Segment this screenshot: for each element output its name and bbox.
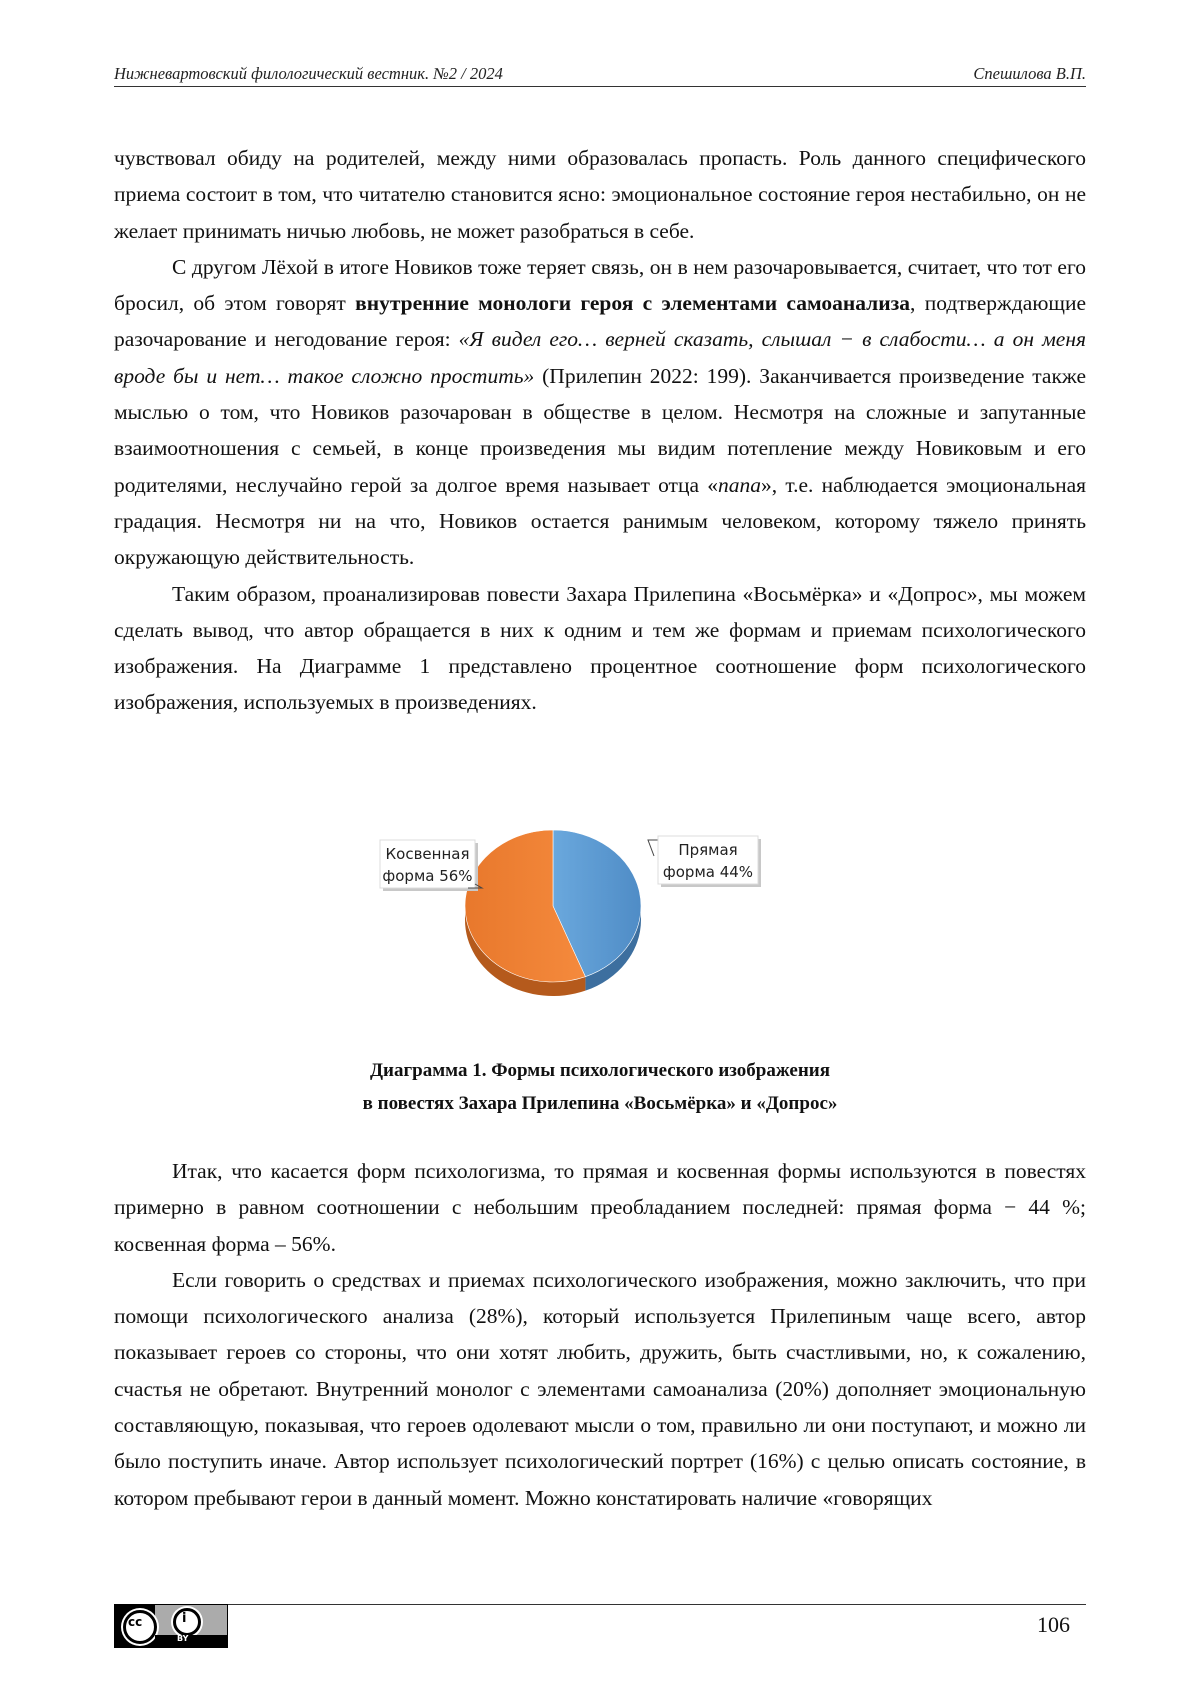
running-header bbox=[114, 58, 1086, 87]
italic-run: папа bbox=[717, 472, 761, 497]
caption-line: Диаграмма 1. Формы психологического изображения bbox=[369, 1060, 831, 1081]
text-run: (Прилепин 2022: 199). Заканчивается произведение также мыслью о том, что Новиков разочарован в обществе в целом. Несмотря на сложные и запутанные взаимоотношения с семьей, в конце произведения мы видим потепление между Новиковым и его родителями, неслучайно герой за долгое время называет отца « bbox=[114, 363, 1087, 497]
bold-run: внутренние монологи героя с элементами самоанализа bbox=[355, 291, 911, 316]
attribution-icon bbox=[173, 1608, 201, 1636]
by-text: BY bbox=[177, 1634, 189, 1643]
page-number: 106 bbox=[1037, 1612, 1070, 1637]
footer-rule bbox=[226, 1604, 1086, 1605]
pie-chart bbox=[370, 826, 830, 1026]
by-bar bbox=[155, 1635, 225, 1645]
text-run: С другом Лёхой в итоге Новиков тоже теряет связь, он в нем разочаровывается, считает, что тот его бросил, об этом говорят bbox=[114, 254, 1086, 316]
paragraph: чувствовал обиду на родителей, между ними образовалась пропасть. Роль данного специфического приема состоит в том, что читателю становится ясно: эмоциональное состояние героя нестабильно, он не желает принимать ничью любовь, не может разобраться в себе. bbox=[114, 146, 1086, 243]
body-text-bottom bbox=[114, 1153, 1086, 1516]
pie-label-direct bbox=[658, 836, 761, 887]
pie-label-text: форма 44% bbox=[662, 863, 754, 881]
author-name: Спешилова В.П. bbox=[973, 64, 1086, 83]
text-run: », т.е. наблюдается эмоциональная градация. Несмотря ни на что, Новиков остается ранимым человеком, которому тяжело принять окружающую действительность. bbox=[114, 472, 1087, 570]
pie-label-text: Прямая bbox=[678, 841, 738, 859]
text-run: , подтверждающие разочарование и негодование героя: bbox=[114, 291, 1086, 352]
pie-label-text: Косвенная bbox=[385, 845, 470, 863]
paragraph: Таким образом, проанализировав повести Захара Прилепина «Восьмёрка» и «Допрос», мы можем сделать вывод, что автор обращается в них к одним и тем же формам и приемам психологического изображения. На Диаграмме 1 представлено процентное соотношение форм психологического изображения, используемых в произведениях. bbox=[114, 581, 1086, 715]
pie-chart-svg bbox=[370, 826, 830, 1026]
journal-title: Нижневартовский филологический вестник. №2 / 2024 bbox=[114, 64, 503, 83]
paragraph: Если говорить о средствах и приемах психологического изображения, можно заключить, что при помощи психологического анализа (28%), который используется Прилепиным чаще всего, автор показывает героев со стороны, что они хотят любить, дружить, быть счастливыми, но, к сожалению, счастья не обретают. Внутренний монолог с элементами самоанализа (20%) дополняет эмоциональную составляющую, показывая, что героев одолевают мысли о том, правильно ли они поступают, и можно ли было поступить иначе. Автор использует психологический портрет (16%) с целью описать состояние, в котором пребывают герои в данный момент. Можно констатировать наличие «говорящих bbox=[114, 1267, 1086, 1510]
paragraph: Итак, что касается форм психологизма, то прямая и косвенная формы используются в повестях примерно в равном соотношении с небольшим преобладанием последней: прямая форма − 44 %; косвенная форма – 56%. bbox=[114, 1159, 1086, 1256]
paragraph bbox=[114, 249, 1086, 576]
person-icon: i bbox=[182, 1611, 187, 1626]
cc-text: cc bbox=[128, 1615, 143, 1629]
pie-label-indirect bbox=[380, 840, 478, 891]
caption-line: в повестях Захара Прилепина «Восьмёрка» и «Допрос» bbox=[362, 1093, 838, 1114]
body-text-top bbox=[114, 140, 1086, 721]
figure-caption bbox=[114, 1054, 1086, 1120]
quote-italic: «Я видел его… верней сказать, слышал − в слабости… а он меня вроде бы и нет… такое сложно простить» bbox=[114, 327, 1087, 388]
cc-by-license-badge[interactable] bbox=[114, 1604, 228, 1648]
pie-label-text: форма 56% bbox=[382, 867, 473, 885]
